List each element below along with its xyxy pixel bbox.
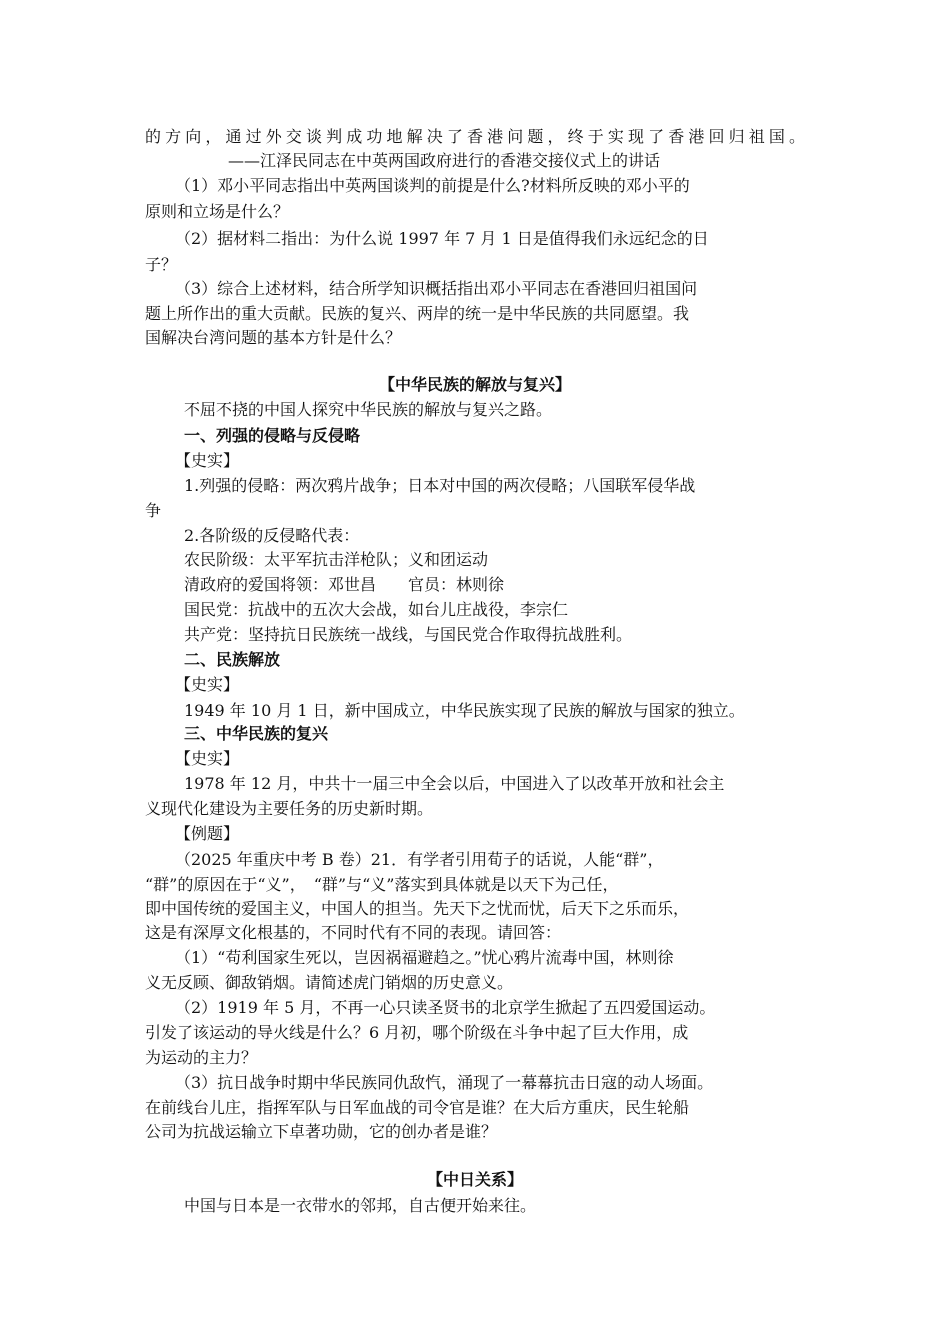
question-2-line: （2）据材料二指出：为什么说 1997 年 7 月 1 日是值得我们永远纪念的日 [175, 229, 709, 248]
list-item: 农民阶级：太平军抗击洋枪队；义和团运动 [184, 550, 489, 569]
section-title: 【中日关系】 [426, 1170, 523, 1189]
citation: ——江泽民同志在中英两国政府进行的香港交接仪式上的讲话 [228, 151, 661, 170]
list-item: 1.列强的侵略：两次鸦片战争；日本对中国的两次侵略；八国联军侵华战 [184, 476, 696, 495]
example-question-2: 为运动的主力？ [145, 1048, 258, 1067]
section-intro: 中国与日本是一衣带水的邻邦，自古便开始来往。 [184, 1196, 537, 1215]
heading-1: 一、列强的侵略与反侵略 [184, 426, 361, 445]
list-item: 2.各阶级的反侵略代表： [184, 526, 360, 545]
paragraph-line: 的方向，通过外交谈判成功地解决了香港问题，终于实现了香港回归祖国。 [145, 127, 805, 146]
example-question-3: （3）抗日战争时期中华民族同仇敌忾，涌现了一幕幕抗击日寇的动人场面。 [175, 1073, 714, 1092]
example-line: 即中国传统的爱国主义，中国人的担当。先天下之忧而忧，后天下之乐而乐， [145, 899, 690, 918]
section-intro: 不屈不挠的中国人探究中华民族的解放与复兴之路。 [184, 400, 553, 419]
list-item: 国民党：抗战中的五次大会战，如台儿庄战役，李宗仁 [184, 600, 569, 619]
example-question-3: 公司为抗战运输立下卓著功勋，它的创办者是谁？ [145, 1122, 498, 1141]
question-1-line: 原则和立场是什么？ [145, 202, 290, 221]
example-question-1: （1）“苟利国家生死以，岂因祸福避趋之。”忧心鸦片流毒中国，林则徐 [175, 948, 674, 967]
list-item: 共产党：坚持抗日民族统一战线，与国民党合作取得抗战胜利。 [184, 625, 633, 644]
question-3-line: 题上所作出的重大贡献。民族的复兴、两岸的统一是中华民族的共同愿望。我 [145, 304, 690, 323]
section-title: 【中华民族的解放与复兴】 [378, 375, 571, 394]
example-question-2: （2）1919 年 5 月，不再一心只读圣贤书的北京学生掀起了五四爱国运动。 [175, 998, 716, 1017]
example-question-1: 义无反顾、御敌销烟。请简述虎门销烟的历史意义。 [145, 973, 514, 992]
example-question-3: 在前线台儿庄，指挥军队与日军血战的司令官是谁？在大后方重庆，民生轮船 [145, 1098, 690, 1117]
question-1-line: （1）邓小平同志指出中英两国谈判的前提是什么?材料所反映的邓小平的 [175, 176, 690, 195]
paragraph-line: 1949 年 10 月 1 日，新中国成立，中华民族实现了民族的解放与国家的独立。 [184, 701, 745, 720]
example-question-2: 引发了该运动的导火线是什么？6 月初，哪个阶级在斗争中起了巨大作用，成 [145, 1023, 689, 1042]
question-2-line: 子？ [145, 255, 178, 274]
facts-tag: 【史实】 [175, 451, 240, 470]
question-3-line: 国解决台湾问题的基本方针是什么？ [145, 328, 402, 347]
facts-tag: 【史实】 [175, 749, 240, 768]
example-line: 这是有深厚文化根基的，不同时代有不同的表现。请回答： [145, 923, 562, 942]
question-3-line: （3）综合上述材料，结合所学知识概括指出邓小平同志在香港回归祖国问 [175, 279, 698, 298]
list-item: 争 [145, 501, 162, 520]
example-line: （2025 年重庆中考 B 卷）21．有学者引用荀子的话说，人能“群”， [175, 850, 664, 869]
paragraph-line: 义现代化建设为主要任务的历史新时期。 [145, 799, 434, 818]
example-tag: 【例题】 [175, 824, 240, 843]
heading-3: 三、中华民族的复兴 [184, 724, 329, 743]
list-item: 清政府的爱国将领：邓世昌 官员：林则徐 [184, 575, 505, 594]
heading-2: 二、民族解放 [184, 650, 281, 669]
example-line: “群”的原因在于“义”， “群”与“义”落实到具体就是以天下为己任， [145, 875, 619, 894]
facts-tag: 【史实】 [175, 675, 240, 694]
paragraph-line: 1978 年 12 月，中共十一届三中全会以后，中国进入了以改革开放和社会主 [184, 774, 725, 793]
